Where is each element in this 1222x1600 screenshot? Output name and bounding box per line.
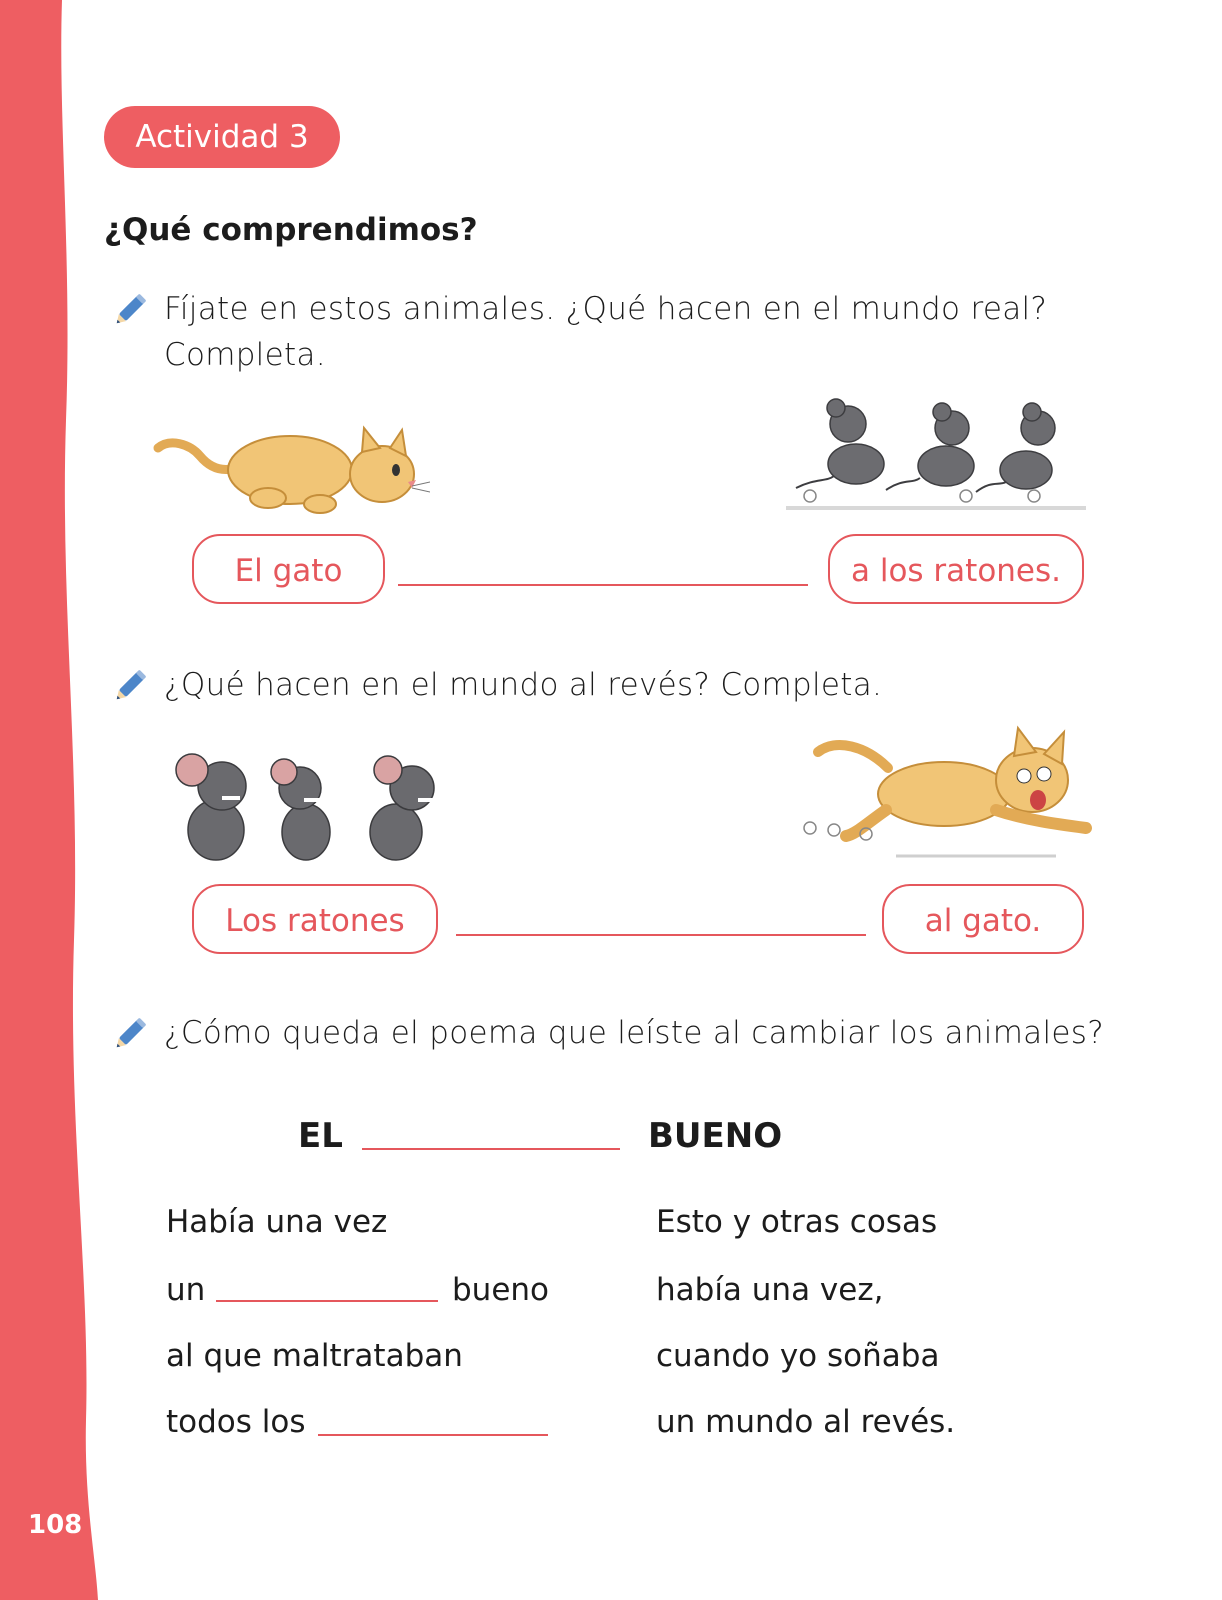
poem-left-line-4-before: todos los	[166, 1404, 306, 1440]
poem-left-line-1: Había una vez	[166, 1204, 388, 1240]
poem-left-line-3: al que maltrataban	[166, 1338, 463, 1374]
answer-line-real-world[interactable]	[398, 584, 808, 586]
poem-left-line-2-before: un	[166, 1272, 206, 1308]
poem-right-line-1: Esto y otras cosas	[656, 1204, 938, 1240]
subject-box-mice: Los ratones	[192, 884, 438, 954]
scared-cat-running-illustration	[796, 724, 1096, 866]
instruction-1-line-1: Fíjate en estos animales. ¿Qué hacen en el mundo real?	[164, 291, 1048, 327]
poem-right-line-3: cuando yo soñaba	[656, 1338, 940, 1374]
activity-badge: Actividad 3	[104, 106, 340, 168]
poem-blank-others[interactable]	[318, 1434, 548, 1436]
cat-stalking-illustration	[150, 410, 430, 530]
poem-title-right: BUENO	[648, 1116, 783, 1156]
instruction-1-line-2: Completa.	[164, 337, 326, 373]
pencil-icon	[112, 286, 154, 328]
mice-running-illustration	[786, 392, 1086, 516]
instruction-2: ¿Qué hacen en el mundo al revés? Completa.	[164, 667, 883, 703]
angry-mice-illustration	[166, 744, 466, 870]
poem-right-line-2: había una vez,	[656, 1272, 884, 1308]
subject-box-cat: El gato	[192, 534, 385, 604]
poem-title-left: EL	[298, 1116, 343, 1156]
section-title: ¿Qué comprendimos?	[104, 212, 478, 248]
poem-blank-animal[interactable]	[216, 1300, 438, 1302]
poem-title-blank[interactable]	[362, 1148, 620, 1150]
object-box-mice: a los ratones.	[828, 534, 1084, 604]
page-sidebar	[0, 0, 110, 1600]
object-box-cat: al gato.	[882, 884, 1084, 954]
pencil-icon	[112, 662, 154, 704]
answer-line-upside-down-world[interactable]	[456, 934, 866, 936]
page-number: 108	[28, 1510, 83, 1540]
poem-right-line-4: un mundo al revés.	[656, 1404, 956, 1440]
poem-left-line-2-after: bueno	[452, 1272, 550, 1308]
instruction-1	[164, 286, 1047, 378]
pencil-icon	[112, 1010, 154, 1052]
instruction-3: ¿Cómo queda el poema que leíste al cambiar los animales?	[164, 1015, 1104, 1051]
